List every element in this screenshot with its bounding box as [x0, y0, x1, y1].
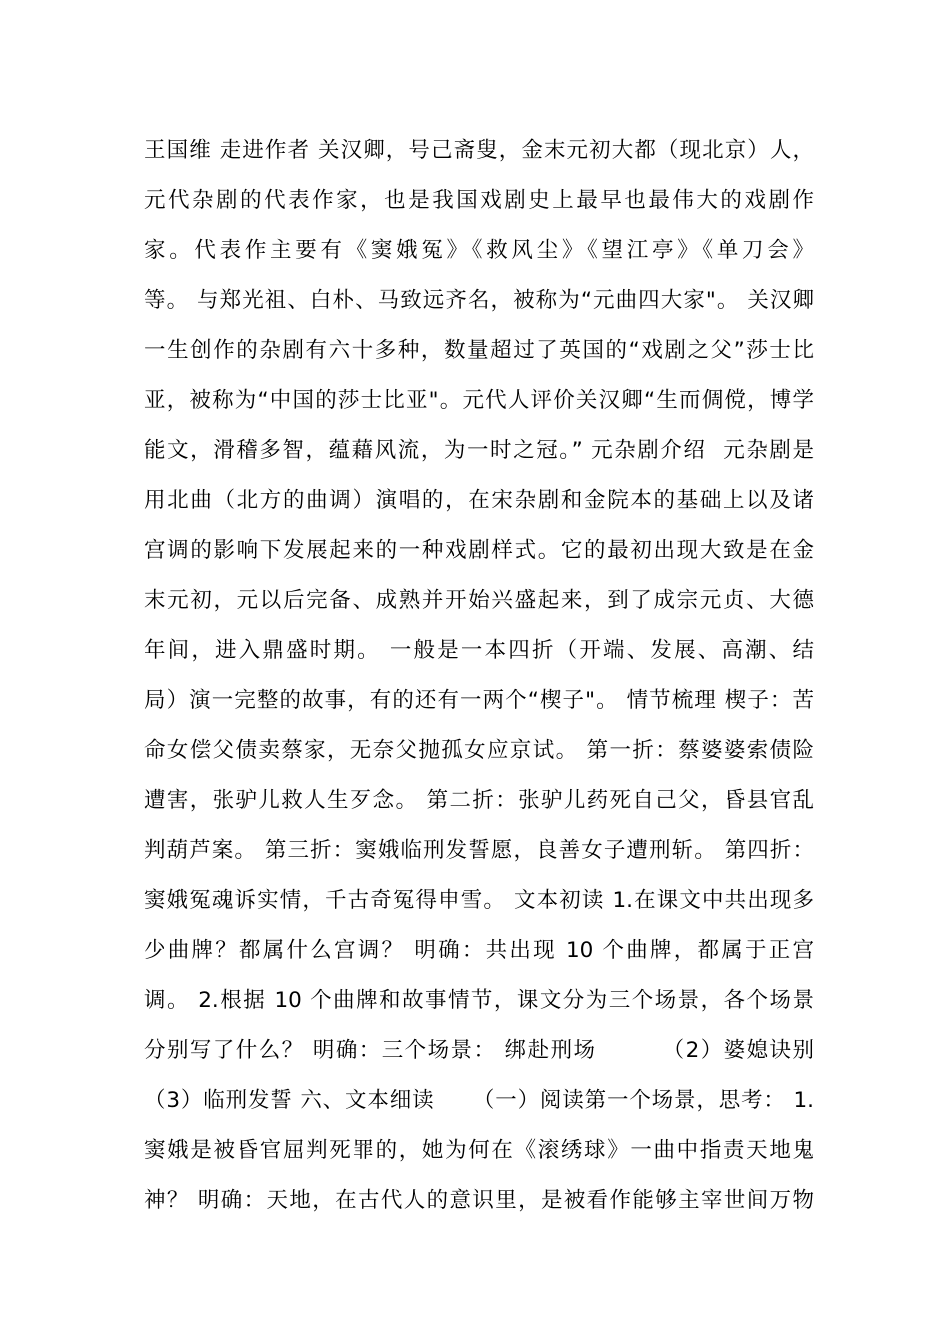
- text-line: 等。 与郑光祖、白朴、马致远齐名，被称为“元曲四大家"。 关汉卿: [144, 288, 814, 313]
- text-line: 用北曲（北方的曲调）演唱的，在宋杂剧和金院本的基础上以及诸: [144, 488, 814, 513]
- body-text: [144, 126, 814, 1226]
- text-line: 亚，被称为“中国的莎士比亚"。元代人评价关汉卿“生而倜傥，博学: [144, 388, 814, 413]
- text-line: 判葫芦案。 第三折：窦娥临刑发誓愿，良善女子遭刑斩。 第四折：: [144, 838, 814, 863]
- text-line: 分别写了什么？ 明确：三个场景： 绑赴刑场 （2）婆媳诀别: [144, 1038, 814, 1063]
- text-line: 一生创作的杂剧有六十多种，数量超过了英国的“戏剧之父”莎士比: [144, 338, 814, 363]
- text-line: 末元初，元以后完备、成熟并开始兴盛起来，到了成宗元贞、大德: [144, 588, 814, 613]
- text-line: 元代杂剧的代表作家，也是我国戏剧史上最早也最伟大的戏剧作: [144, 188, 814, 213]
- text-line: 王国维 走进作者 关汉卿，号己斋叟，金末元初大都（现北京）人，: [144, 138, 814, 163]
- text-line: （3）临刑发誓 六、文本细读 （一）阅读第一个场景，思考： 1.: [144, 1088, 814, 1113]
- text-line: 神？ 明确：天地，在古代人的意识里，是被看作能够主宰世间万物: [144, 1188, 814, 1213]
- text-line: 局）演一完整的故事，有的还有一两个“楔子"。 情节梳理 楔子：苦: [144, 688, 814, 713]
- text-line: 命女偿父债卖蔡家，无奈父抛孤女应京试。 第一折：蔡婆婆索债险: [144, 738, 814, 763]
- text-line: 遭害，张驴儿救人生歹念。 第二折：张驴儿药死自己父，昏县官乱: [144, 788, 814, 813]
- text-line: 宫调的影响下发展起来的一种戏剧样式。它的最初出现大致是在金: [144, 538, 814, 563]
- text-line: 家。代表作主要有《窦娥冤》《救风尘》《望江亭》《单刀会》: [144, 238, 814, 263]
- text-line: 能文，滑稽多智，蕴藉风流，为一时之冠。” 元杂剧介绍 元杂剧是: [144, 438, 814, 463]
- text-line: 窦娥是被昏官屈判死罪的，她为何在《滚绣球》一曲中指责天地鬼: [144, 1138, 814, 1163]
- text-line: 调。 2.根据 10 个曲牌和故事情节，课文分为三个场景，各个场景: [144, 988, 814, 1013]
- text-line: 少曲牌？都属什么宫调？ 明确：共出现 10 个曲牌，都属于正宫: [144, 938, 814, 963]
- text-line: 窦娥冤魂诉实情，千古奇冤得申雪。 文本初读 1.在课文中共出现多: [144, 888, 814, 913]
- text-line: 年间，进入鼎盛时期。 一般是一本四折（开端、发展、高潮、结: [144, 638, 814, 663]
